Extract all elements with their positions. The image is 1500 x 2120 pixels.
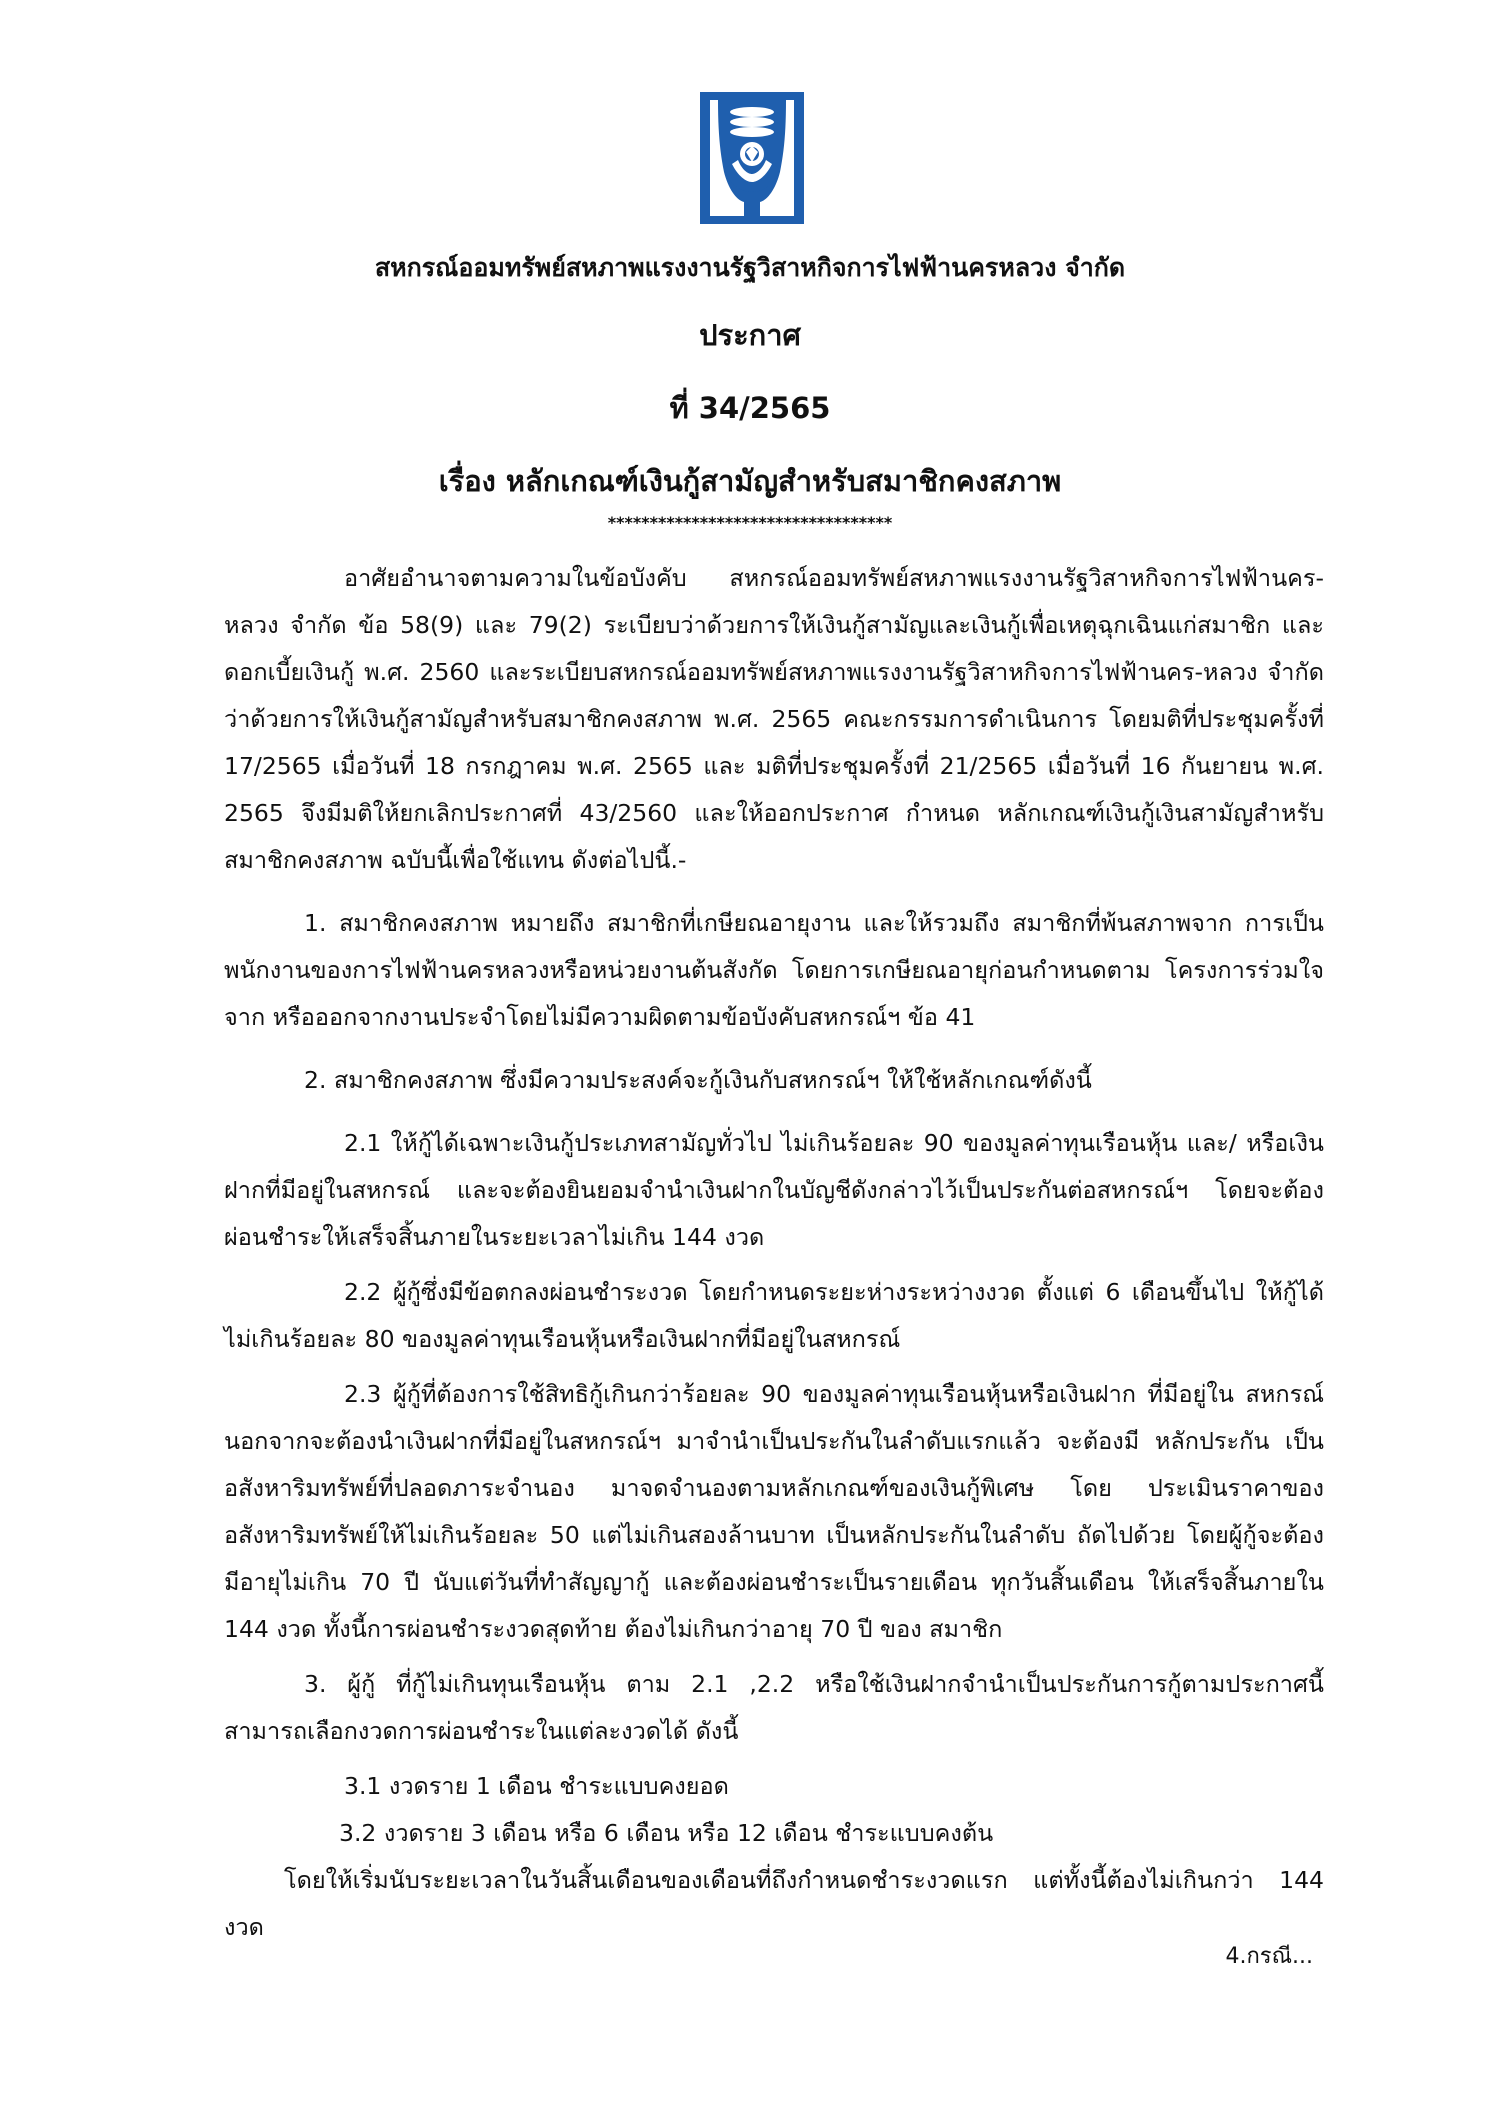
separator-line: ********************************** xyxy=(607,513,893,532)
clause-2-1: 2.1 ให้กู้ได้เฉพาะเงินกู้ประเภทสามัญทั่วไป ไม่เกินร้อยละ 90 ของมูลค่าทุนเรือนหุ้น และ/ หรือเงินฝากที่มีอยู่ในสหกรณ์ และจะต้องยินยอมจำนำเงินฝากในบัญชีดังกล่าวไว้เป็นประกันต่อสหกรณ์ฯ โดยจะต้องผ่อนชำระให้เสร็จสิ้นภายในระยะเวลาไม่เกิน 144 งวด xyxy=(224,1129,1324,1251)
document-body xyxy=(224,555,1324,1951)
announcement-number: ที่ 34/2565 xyxy=(669,391,831,425)
clause-2: 2. สมาชิกคงสภาพ ซึ่งมีความประสงค์จะกู้เงินกับสหกรณ์ฯ ให้ใช้หลักเกณฑ์ดังนี้ xyxy=(304,1066,1092,1094)
clause-1: 1. สมาชิกคงสภาพ หมายถึง สมาชิกที่เกษียณอายุงาน และให้รวมถึง สมาชิกที่พ้นสภาพจาก การเป็นพนักงานของการไฟฟ้านครหลวงหรือหน่วยงานต้นสังกัด โดยการเกษียณอายุก่อนกำหนดตาม โครงการร่วมใจจาก หรือออกจากงานประจำโดยไม่มีความผิดตามข้อบังคับสหกรณ์ฯ ข้อ 41 xyxy=(224,909,1324,1031)
subject-line: เรื่อง หลักเกณฑ์เงินกู้สามัญสำหรับสมาชิกคงสภาพ xyxy=(438,464,1062,498)
announcement-title: ประกาศ xyxy=(699,318,801,352)
clause-3-1: 3.1 งวดราย 1 เดือน ชำระแบบคงยอด xyxy=(344,1772,729,1800)
clause-3: 3. ผู้กู้ ที่กู้ไม่เกินทุนเรือนหุ้น ตาม 2.1 ,2.2 หรือใช้เงินฝากจำนำเป็นประกันการกู้ตามประกาศนี้ สามารถเลือกงวดการผ่อนชำระในแต่ละงวดได้ ดังนี้ xyxy=(224,1670,1324,1745)
clause-3-2: 3.2 งวดราย 3 เดือน หรือ 6 เดือน หรือ 12 เดือน ชำระแบบคงต้น xyxy=(339,1819,994,1847)
clause-2-3: 2.3 ผู้กู้ที่ต้องการใช้สิทธิกู้เกินกว่าร้อยละ 90 ของมูลค่าทุนเรือนหุ้นหรือเงินฝาก ที่มีอยู่ใน สหกรณ์ นอกจากจะต้องนำเงินฝากที่มีอยู่ในสหกรณ์ฯ มาจำนำเป็นประกันในลำดับแรกแล้ว จะต้องมี หลักประกัน เป็นอสังหาริมทรัพย์ที่ปลอดภาระจำนอง มาจดจำนองตามหลักเกณฑ์ของเงินกู้พิเศษ โดย ประเมินราคาของอสังหาริมทรัพย์ให้ไม่เกินร้อยละ 50 แต่ไม่เกินสองล้านบาท เป็นหลักประกันในลำดับ ถัดไปด้วย โดยผู้กู้จะต้องมีอายุไม่เกิน 70 ปี นับแต่วันที่ทำสัญญากู้ และต้องผ่อนชำระเป็นรายเดือน ทุกวันสิ้นเดือน ให้เสร็จสิ้นภายใน 144 งวด ทั้งนี้การผ่อนชำระงวดสุดท้าย ต้องไม่เกินกว่าอายุ 70 ปี ของ สมาชิก xyxy=(224,1380,1324,1643)
clause-3-note: โดยให้เริ่มนับระยะเวลาในวันสิ้นเดือนของเดือนที่ถึงกำหนดชำระงวดแรก แต่ทั้งนี้ต้องไม่เกินกว่า 144 งวด xyxy=(224,1866,1324,1941)
clause-2-2: 2.2 ผู้กู้ซึ่งมีข้อตกลงผ่อนชำระงวด โดยกำหนดระยะห่างระหว่างงวด ตั้งแต่ 6 เดือนขึ้นไป ให้กู้ได้ไม่เกินร้อยละ 80 ของมูลค่าทุนเรือนหุ้นหรือเงินฝากที่มีอยู่ในสหกรณ์ xyxy=(224,1278,1324,1353)
organization-name: สหกรณ์ออมทรัพย์สหภาพแรงงานรัฐวิสาหกิจการไฟฟ้านครหลวง จำกัด xyxy=(374,253,1126,282)
cooperative-logo xyxy=(700,92,804,224)
intro-paragraph: อาศัยอำนาจตามความในข้อบังคับ สหกรณ์ออมทรัพย์สหภาพแรงงานรัฐวิสาหกิจการไฟฟ้านคร-หลวง จำกัด ข้อ 58(9) และ 79(2) ระเบียบว่าด้วยการให้เงินกู้สามัญและเงินกู้เพื่อเหตุฉุกเฉินแก่สมาชิก และดอกเบี้ยเงินกู้ พ.ศ. 2560 และระเบียบสหกรณ์ออมทรัพย์สหภาพแรงงานรัฐวิสาหกิจการไฟฟ้านคร-หลวง จำกัด ว่าด้วยการให้เงินกู้สามัญสำหรับสมาชิกคงสภาพ พ.ศ. 2565 คณะกรรมการดำเนินการ โดยมติที่ประชุมครั้งที่ 17/2565 เมื่อวันที่ 18 กรกฎาคม พ.ศ. 2565 และ มติที่ประชุมครั้งที่ 21/2565 เมื่อวันที่ 16 กันยายน พ.ศ. 2565 จึงมีมติให้ยกเลิกประกาศที่ 43/2560 และให้ออกประกาศ กำหนด หลักเกณฑ์เงินกู้เงินสามัญสำหรับสมาชิกคงสภาพ ฉบับนี้เพื่อใช้แทน ดังต่อไปนี้.- xyxy=(224,564,1324,874)
continued-marker: 4.กรณี... xyxy=(1225,1944,1313,1969)
